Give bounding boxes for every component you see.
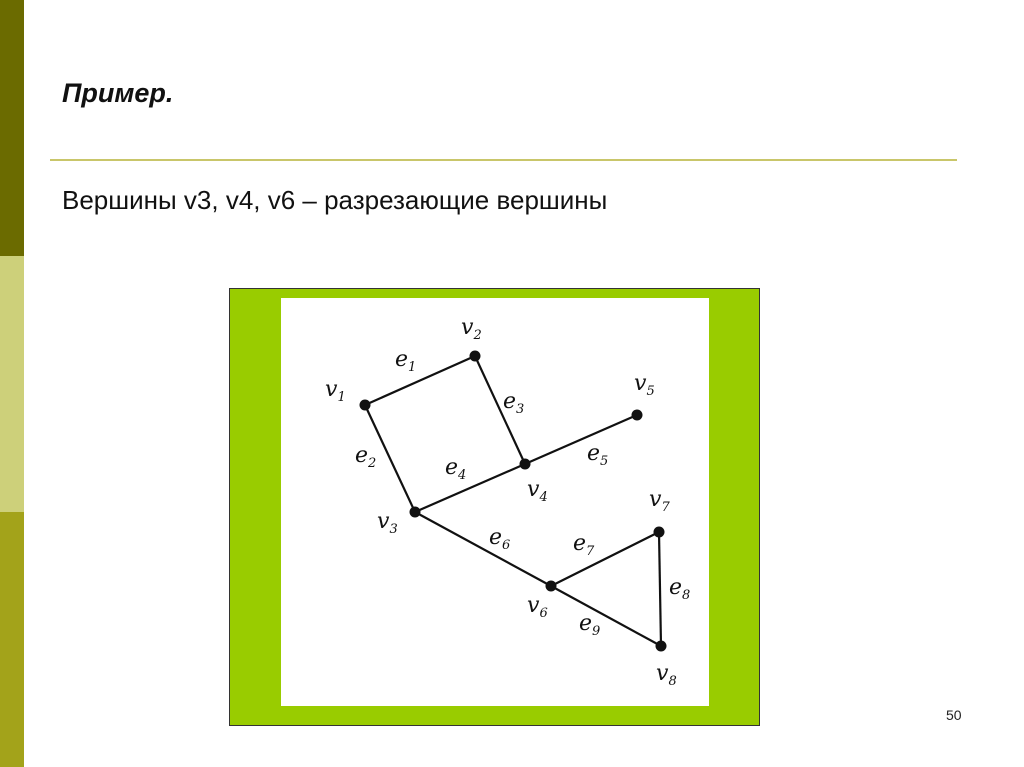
graph-diagram xyxy=(281,298,709,706)
edge-label-e8: $e_8$ xyxy=(669,575,691,603)
vertex-v4 xyxy=(520,459,531,470)
edge-label-e6: $e_6$ xyxy=(489,525,511,553)
graph-figure-frame xyxy=(229,288,760,726)
vertex-label-v2: $v_2$ xyxy=(461,315,482,343)
vertex-v2 xyxy=(470,351,481,362)
edge-e6 xyxy=(415,512,551,586)
vertex-label-v5: $v_5$ xyxy=(634,371,655,399)
vertex-v3 xyxy=(410,507,421,518)
title-divider xyxy=(50,159,957,161)
sidebar-stripe-bottom xyxy=(0,512,24,767)
sidebar-stripe-top xyxy=(0,0,24,256)
vertex-v8 xyxy=(656,641,667,652)
edge-label-e2: $e_2$ xyxy=(355,443,377,471)
slide-subtitle: Вершины v3, v4, v6 – разрезающие вершины xyxy=(62,185,608,215)
edge-e8 xyxy=(659,532,661,646)
slide-title: Пример. xyxy=(62,78,174,108)
vertex-label-v3: $v_3$ xyxy=(377,509,398,537)
edge-e7 xyxy=(551,532,659,586)
edge-label-e9: $e_9$ xyxy=(579,611,601,639)
graph-canvas xyxy=(281,298,709,706)
vertex-v7 xyxy=(654,527,665,538)
vertex-label-v7: $v_7$ xyxy=(649,487,670,515)
edge-label-e1: $e_1$ xyxy=(395,347,417,375)
edge-label-e4: $e_4$ xyxy=(445,455,467,483)
vertex-v1 xyxy=(360,400,371,411)
edge-e9 xyxy=(551,586,661,646)
edge-e5 xyxy=(525,415,637,464)
vertex-label-v8: $v_8$ xyxy=(656,661,677,689)
vertex-v6 xyxy=(546,581,557,592)
edge-label-e5: $e_5$ xyxy=(587,441,609,469)
sidebar-stripe-middle xyxy=(0,256,24,512)
edge-label-e7: $e_7$ xyxy=(573,531,595,559)
edge-e4 xyxy=(415,464,525,512)
edge-label-e3: $e_3$ xyxy=(503,389,525,417)
page-number: 50 xyxy=(946,707,962,723)
vertex-label-v6: $v_6$ xyxy=(527,593,548,621)
edge-e1 xyxy=(365,356,475,405)
vertex-label-v4: $v_4$ xyxy=(527,477,548,505)
vertex-label-v1: $v_1$ xyxy=(325,377,346,405)
vertex-v5 xyxy=(632,410,643,421)
